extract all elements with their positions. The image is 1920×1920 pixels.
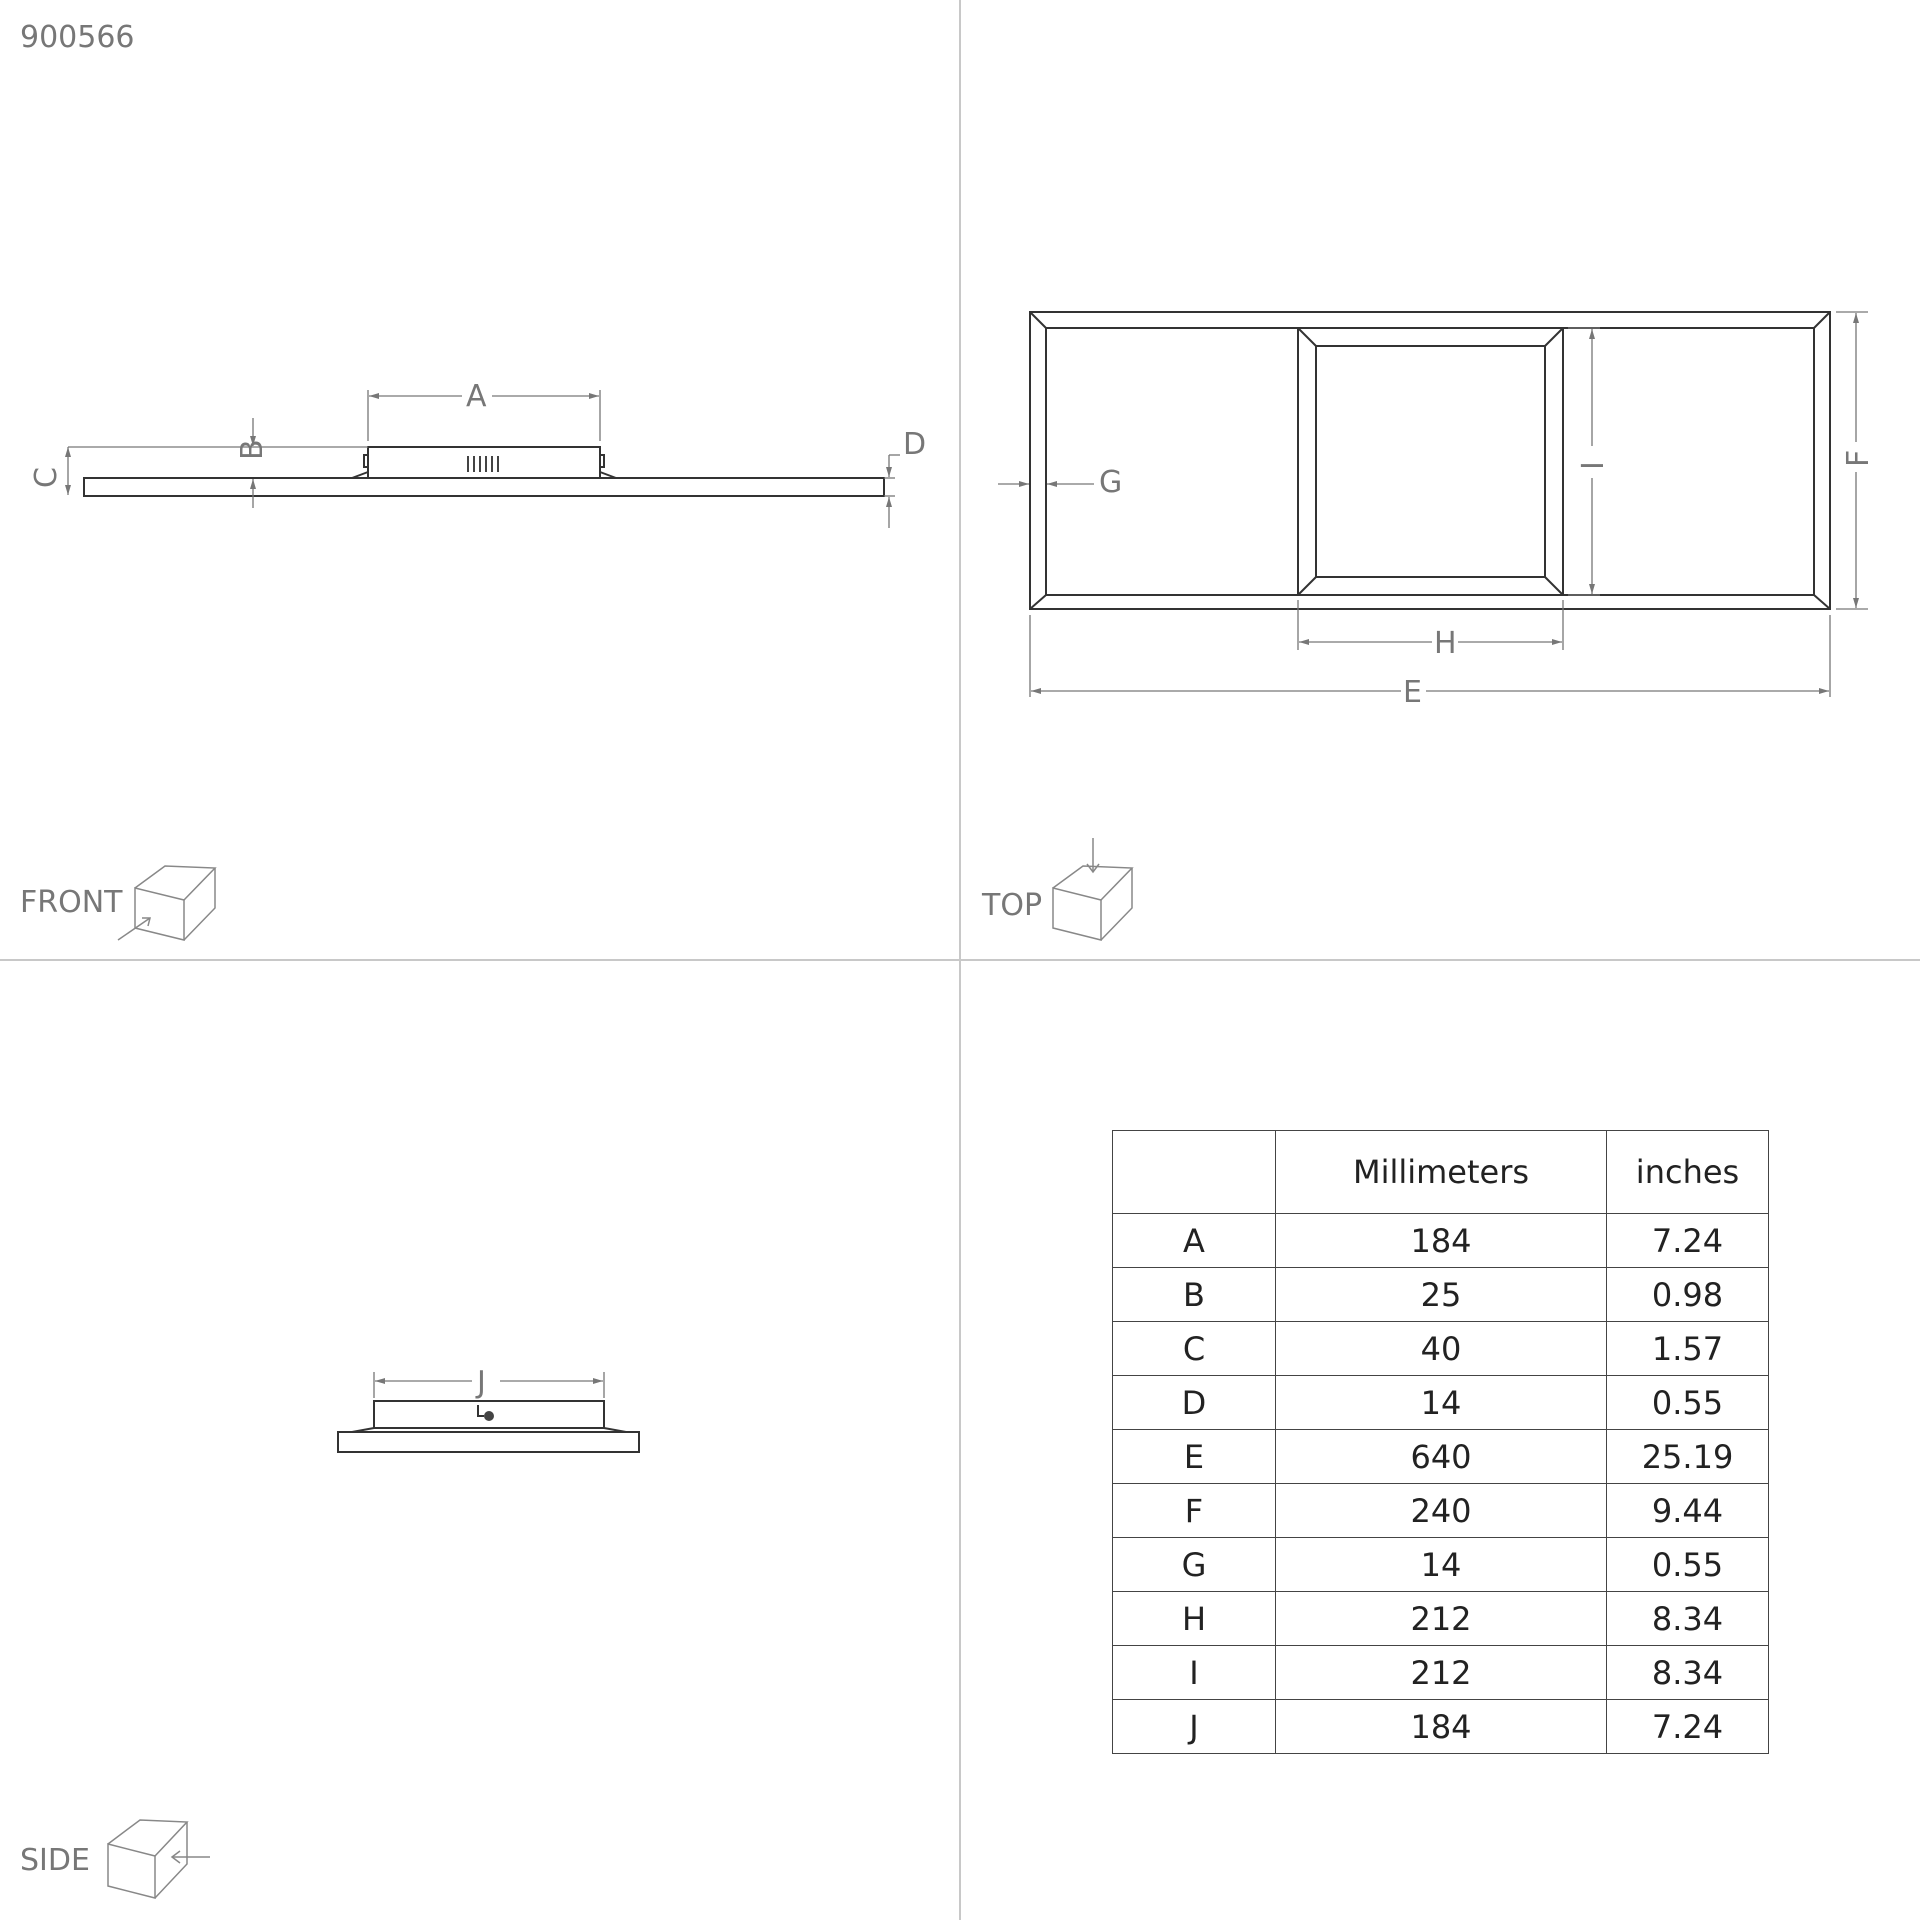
top-outer-frame: [1030, 312, 1830, 609]
row-mm: 25: [1276, 1268, 1607, 1322]
table-row: [1113, 1484, 1769, 1538]
row-inches: 1.57: [1607, 1322, 1769, 1376]
vent-slots-icon: [468, 456, 498, 472]
table-row: [1113, 1430, 1769, 1484]
dimension-c: [29, 447, 68, 495]
top-center-inner: [1316, 346, 1545, 577]
row-inches: 0.55: [1607, 1376, 1769, 1430]
table-header-row: [1113, 1131, 1769, 1214]
row-mm: 240: [1276, 1484, 1607, 1538]
dimension-j: [374, 1365, 604, 1400]
svg-text:A: A: [466, 379, 487, 414]
front-view: [20, 379, 926, 940]
svg-text:J: J: [477, 1365, 486, 1400]
product-code: 900566: [20, 20, 135, 55]
dimension-g: [998, 465, 1122, 500]
row-label: G: [1113, 1538, 1276, 1592]
row-inches: 7.24: [1607, 1700, 1769, 1754]
top-center-outer: [1298, 328, 1563, 595]
side-view-label: SIDE: [20, 1843, 90, 1878]
side-cube-icon: [108, 1820, 210, 1898]
top-cube-icon: [1053, 838, 1132, 940]
svg-text:D: D: [903, 427, 927, 462]
top-view: [981, 312, 1876, 940]
svg-text:I: I: [1576, 461, 1611, 470]
front-mount-box: [368, 447, 600, 478]
side-knob-icon: [484, 1411, 494, 1421]
row-mm: 184: [1276, 1700, 1607, 1754]
svg-text:G: G: [1099, 465, 1123, 500]
dimension-table-container: [1112, 1130, 1769, 1754]
row-label: A: [1113, 1214, 1276, 1268]
table-row: [1113, 1214, 1769, 1268]
row-label: I: [1113, 1646, 1276, 1700]
row-mm: 14: [1276, 1538, 1607, 1592]
row-inches: 0.98: [1607, 1268, 1769, 1322]
front-screw-right: [600, 455, 604, 467]
top-frame-corners: [1030, 312, 1830, 609]
dimension-e: [1030, 615, 1830, 710]
front-view-label: FRONT: [20, 885, 123, 920]
table-header-millimeters: Millimeters: [1276, 1131, 1607, 1214]
svg-text:C: C: [29, 467, 64, 488]
table-row: [1113, 1646, 1769, 1700]
table-row: [1113, 1700, 1769, 1754]
side-panel: [338, 1432, 639, 1452]
table-row: [1113, 1592, 1769, 1646]
dimension-i: [1568, 328, 1611, 595]
row-label: H: [1113, 1592, 1276, 1646]
row-inches: 7.24: [1607, 1214, 1769, 1268]
table-row: [1113, 1376, 1769, 1430]
svg-text:H: H: [1434, 626, 1457, 661]
row-label: B: [1113, 1268, 1276, 1322]
top-view-label: TOP: [982, 888, 1043, 923]
dimension-a: [368, 379, 600, 441]
table-header-inches: inches: [1607, 1131, 1769, 1214]
side-view: [20, 1365, 639, 1898]
row-label: D: [1113, 1376, 1276, 1430]
svg-text:B: B: [235, 439, 270, 460]
svg-text:E: E: [1403, 675, 1422, 710]
top-inner-frame: [1046, 328, 1814, 595]
dimension-d: [884, 427, 926, 528]
row-inches: 9.44: [1607, 1484, 1769, 1538]
front-panel: [84, 478, 884, 496]
row-inches: 25.19: [1607, 1430, 1769, 1484]
front-screw-left: [364, 455, 368, 467]
row-mm: 212: [1276, 1646, 1607, 1700]
row-mm: 14: [1276, 1376, 1607, 1430]
table-row: [1113, 1322, 1769, 1376]
dimension-f: [1836, 312, 1876, 609]
svg-text:F: F: [1841, 449, 1876, 467]
row-mm: 212: [1276, 1592, 1607, 1646]
row-mm: 40: [1276, 1322, 1607, 1376]
row-mm: 640: [1276, 1430, 1607, 1484]
row-label: F: [1113, 1484, 1276, 1538]
table-row: [1113, 1538, 1769, 1592]
table-row: [1113, 1268, 1769, 1322]
row-mm: 184: [1276, 1214, 1607, 1268]
dimension-table: [1112, 1130, 1769, 1754]
row-label: J: [1113, 1700, 1276, 1754]
row-inches: 8.34: [1607, 1646, 1769, 1700]
row-label: E: [1113, 1430, 1276, 1484]
row-inches: 0.55: [1607, 1538, 1769, 1592]
side-knob-stem: [478, 1405, 484, 1416]
row-inches: 8.34: [1607, 1592, 1769, 1646]
dimension-b: [68, 418, 368, 508]
table-header-corner: [1113, 1131, 1276, 1214]
row-label: C: [1113, 1322, 1276, 1376]
front-cube-icon: [118, 866, 215, 940]
top-center-corners: [1298, 328, 1563, 595]
